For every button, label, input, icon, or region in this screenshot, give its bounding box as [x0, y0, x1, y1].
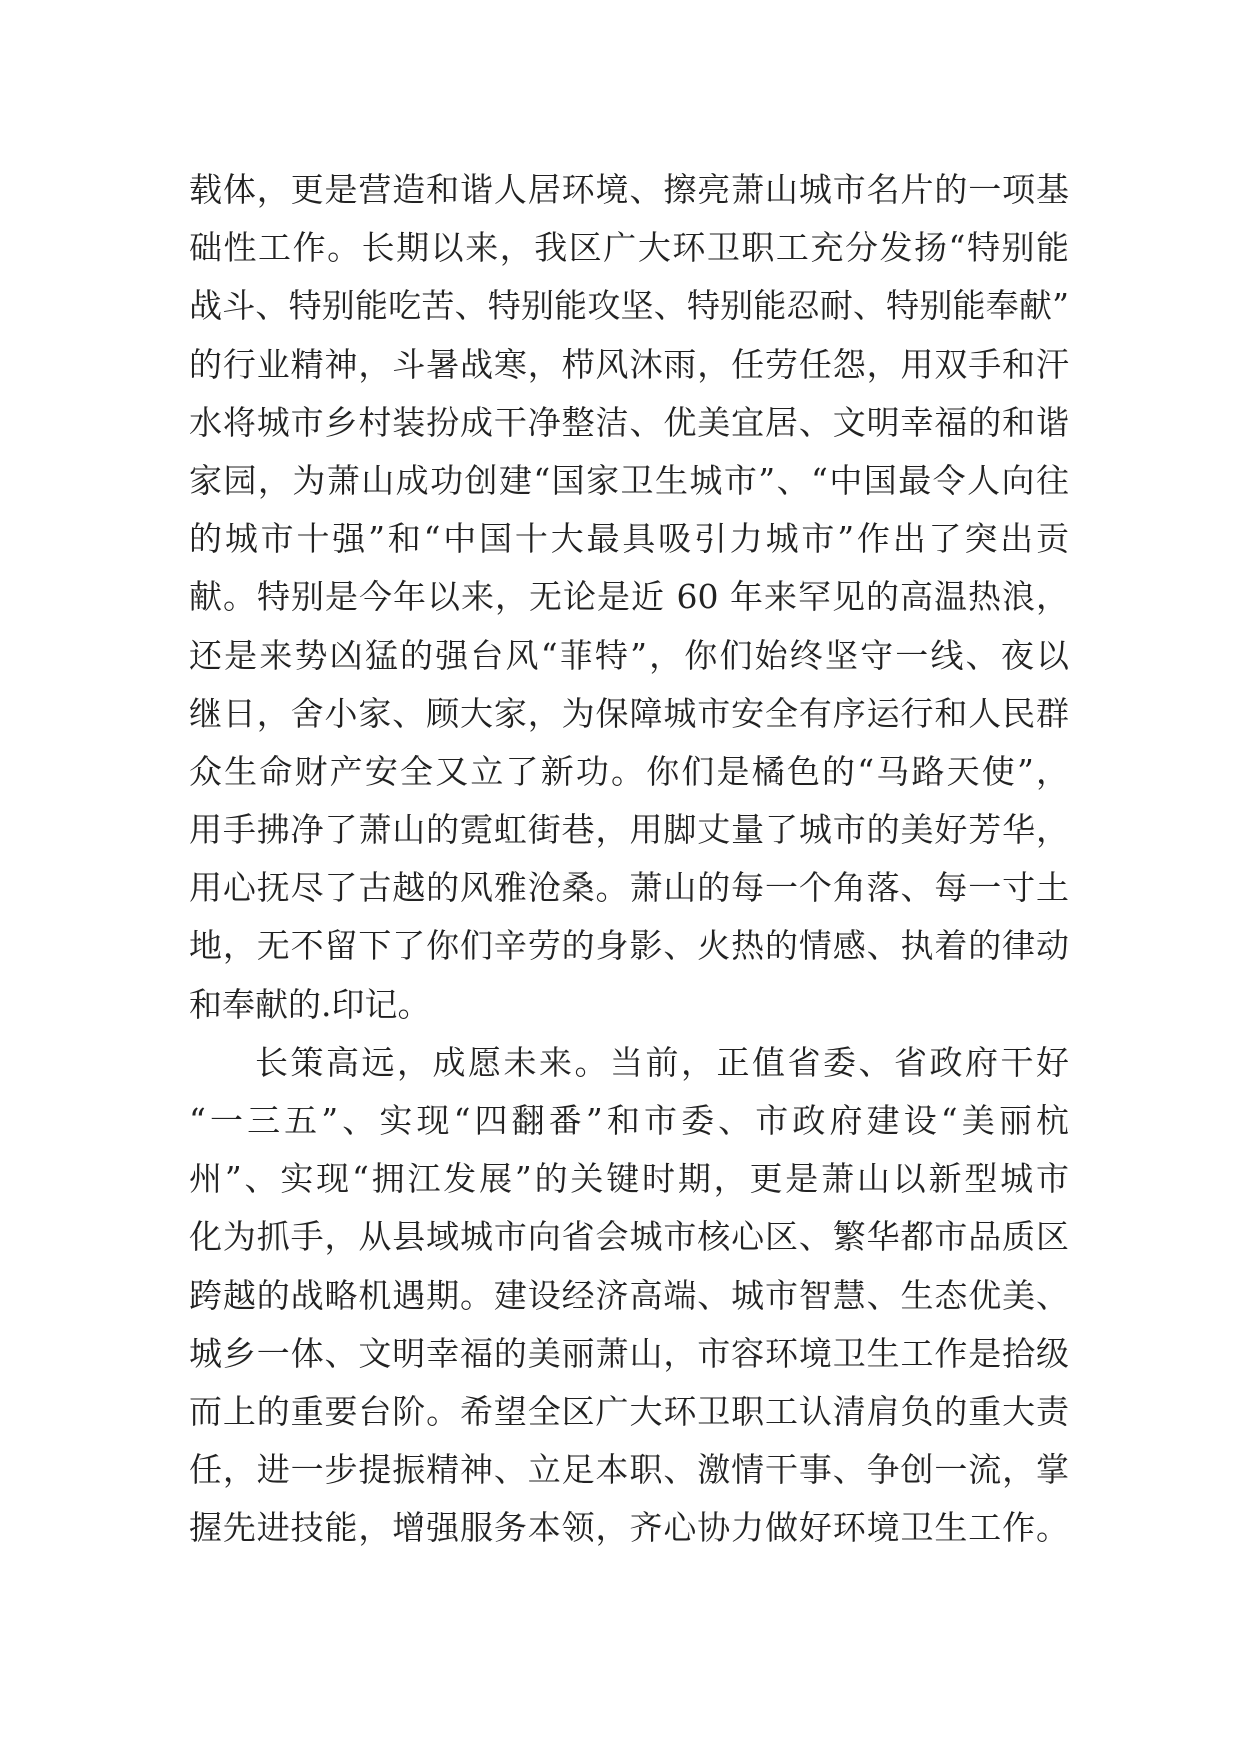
text-line: 用手拂净了萧山的霓虹街巷，用脚丈量了城市的美好芳华， [189, 810, 1069, 850]
text-line: “一三五”、实现“四翻番”和市委、市政府建设“美丽杭 [189, 1101, 1069, 1140]
text-line: 任，进一步提振精神、立足本职、激情干事、争创一流，掌 [189, 1450, 1069, 1490]
text-line: 和奉献的.印记。 [189, 984, 431, 1024]
text-line: 献。特别是今年以来，无论是近 60 年来罕见的高温热浪， [189, 577, 1069, 617]
text-line: 础性工作。长期以来，我区广大环卫职工充分发扬“特别能 [189, 228, 1069, 268]
text-line: 州”、实现“拥江发展”的关键时期，更是萧山以新型城市 [189, 1159, 1069, 1199]
text-line: 家园，为萧山成功创建“国家卫生城市”、“中国最令人向往 [189, 460, 1069, 500]
text-line: 还是来势凶猛的强台风“菲特”，你们始终坚守一线、夜以 [189, 635, 1069, 675]
text-line: 的城市十强”和“中国十大最具吸引力城市”作出了突出贡 [189, 519, 1069, 559]
text-line: 长策高远，成愿未来。当前，正值省委、省政府干好 [255, 1042, 1069, 1082]
text-line: 继日，舍小家、顾大家，为保障城市安全有序运行和人民群 [189, 693, 1069, 733]
text-line: 众生命财产安全又立了新功。你们是橘色的“马路天使”， [189, 751, 1069, 791]
text-line: 的行业精神，斗暑战寒，栉风沐雨，任劳任怨，用双手和汗 [189, 344, 1069, 384]
text-line: 而上的重要台阶。希望全区广大环卫职工认清肩负的重大责 [189, 1391, 1069, 1431]
text-line: 用心抚尽了古越的风雅沧桑。萧山的每一个角落、每一寸土 [189, 868, 1069, 908]
text-line: 战斗、特别能吃苦、特别能攻坚、特别能忍耐、特别能奉献” [189, 286, 1069, 326]
text-line: 跨越的战略机遇期。建设经济高端、城市智慧、生态优美、 [189, 1275, 1069, 1315]
text-line: 地，无不留下了你们辛劳的身影、火热的情感、执着的律动 [189, 926, 1069, 966]
body-text [189, 161, 1069, 1558]
text-line: 化为抓手，从县域城市向省会城市核心区、繁华都市品质区 [189, 1217, 1069, 1257]
text-line: 城乡一体、文明幸福的美丽萧山，市容环境卫生工作是拾级 [189, 1333, 1069, 1373]
text-line: 握先进技能，增强服务本领，齐心协力做好环境卫生工作。 [189, 1508, 1069, 1548]
text-line: 载体，更是营造和谐人居环境、擦亮萧山城市名片的一项基 [189, 170, 1069, 209]
text-line: 水将城市乡村装扮成干净整洁、优美宜居、文明幸福的和谐 [189, 402, 1069, 442]
